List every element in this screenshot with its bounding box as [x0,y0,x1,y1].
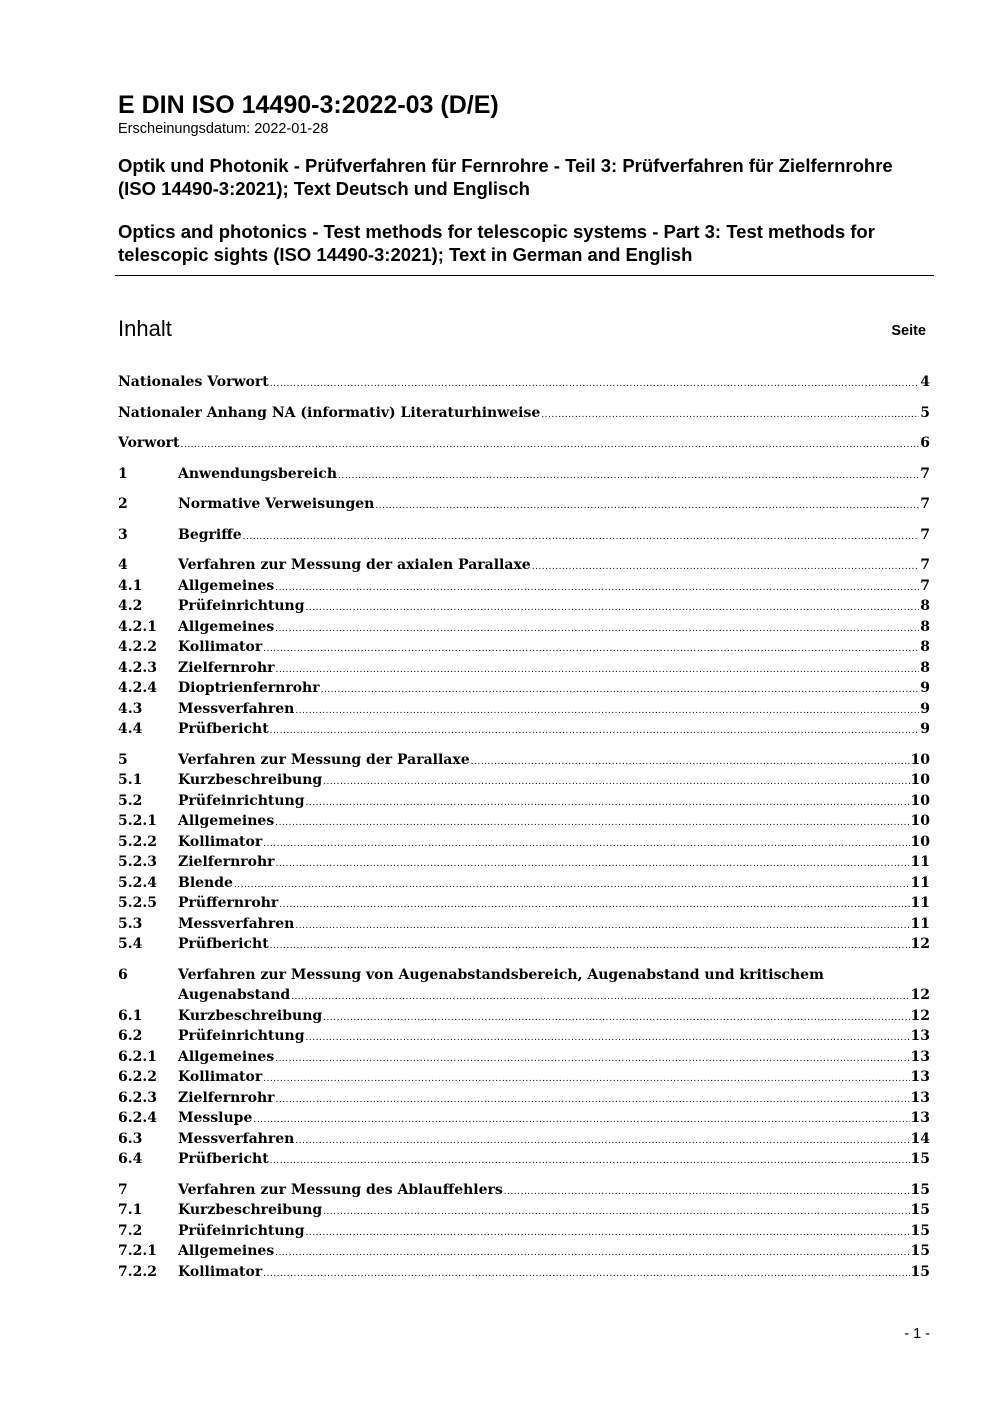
toc-entry[interactable] [118,1241,930,1262]
toc-entry-text: Messverfahren [178,1130,295,1147]
toc-leader [291,987,909,1008]
toc-entry[interactable] [118,811,930,832]
toc-entry-number: 6.3 [118,1130,143,1147]
toc-leader [306,1028,910,1049]
toc-entry-text: Prüfbericht [178,936,269,952]
toc-leader [234,875,910,896]
toc-entry-page: 7 [920,526,930,543]
toc-entry-page: 13 [910,1069,930,1085]
toc-entry[interactable] [118,791,930,812]
toc-entry-text: Messverfahren [178,700,295,717]
toc-entry-number: 4.2.4 [118,680,157,696]
toc-entry[interactable] [118,699,930,720]
toc-entry-text: Allgemeines [178,577,275,594]
toc-leader [275,578,919,599]
toc-leader [243,527,920,548]
toc-leader [263,834,909,855]
toc-entry-number: 7 [118,1181,128,1198]
toc-entry-number: 5.2.4 [118,874,157,891]
toc-entry-page: 7 [920,577,930,594]
toc-entry-page: 15 [910,1243,930,1259]
toc-entry-number: 4.2.2 [118,639,157,655]
toc-entry[interactable] [118,1149,930,1170]
toc-leader [295,916,909,937]
toc-leader [306,1223,910,1244]
toc-entry[interactable] [118,750,930,771]
toc-leader [338,466,919,487]
toc-entry-page: 10 [910,751,930,768]
toc-leader [270,936,910,957]
toc-entry-page: 4 [920,374,930,390]
toc-entry-text: Allgemeines [178,618,275,635]
toc-entry[interactable] [118,464,930,485]
toc-leader [275,619,919,640]
toc-entry-number: 5.1 [118,772,143,788]
toc-entry-number: 2 [118,496,128,512]
toc-leader [275,1049,909,1070]
toc-entry-number: 5.2.5 [118,895,157,911]
toc-entry-text: Prüfeinrichtung [178,1222,305,1239]
toc-entry-page: 13 [910,1089,930,1106]
toc-entry-number: 5.2 [118,792,143,809]
toc-leader [270,721,920,742]
toc-leader [275,1243,909,1264]
toc-entry-text: Kurzbeschreibung [178,772,323,788]
toc-entry-page: 7 [920,496,930,512]
toc-entry-text: Prüfbericht [178,1151,269,1167]
toc-entry-text: Prüfeinrichtung [178,792,305,809]
toc-leader [323,1202,909,1223]
toc-entry-page: 10 [910,833,930,850]
toc-entry-text: Allgemeines [178,1048,275,1065]
toc-entry-text: Kurzbeschreibung [178,1007,323,1024]
toc-entry-number: 4.2.1 [118,618,157,635]
toc-entry[interactable] [118,852,930,873]
toc-entry-text: Kollimator [178,1263,263,1280]
toc-entry-page: 8 [920,598,930,614]
toc-entry-number: 7.2 [118,1222,143,1239]
toc-entry[interactable] [118,433,930,454]
toc-entry-number: 7.2.1 [118,1243,157,1259]
toc-entry[interactable] [118,596,930,617]
toc-entry-text: Normative Verweisungen [178,496,375,512]
toc-entry-text: Messverfahren [178,915,295,932]
toc-entry[interactable] [118,1047,930,1068]
toc-entry[interactable] [118,873,930,894]
toc-entry-number: 4.1 [118,577,143,594]
toc-entry-page: 11 [910,854,930,870]
toc-entry-text: Nationales Vorwort [118,374,269,390]
toc-entry-page: 6 [920,435,930,451]
toc-entry[interactable] [118,576,930,597]
toc-entry-text: Anwendungsbereich [178,465,337,482]
toc-entry[interactable] [118,525,930,546]
toc-entry-page: 15 [910,1202,930,1218]
toc-entry-number: 3 [118,526,128,543]
toc-entry-number: 5.2.3 [118,854,157,870]
toc-page-label: Seite [891,323,926,339]
toc-leader [263,1069,909,1090]
toc-entry-number: 1 [118,465,128,482]
toc-leader [306,598,920,619]
toc-entry[interactable] [118,617,930,638]
toc-leader [295,701,919,722]
toc-entry[interactable] [118,1221,930,1242]
toc-entry-text: Verfahren zur Messung der axialen Parallaxe [178,557,531,573]
toc-entry[interactable] [118,934,930,955]
toc-entry[interactable] [118,403,930,424]
toc-entry-page: 8 [920,618,930,635]
toc-leader [532,557,920,578]
toc-entry[interactable] [118,1026,930,1047]
toc-entry-text: Allgemeines [178,813,275,829]
toc-leader [279,895,909,916]
toc-leader [276,1090,910,1111]
toc-entry-text: Prüfbericht [178,721,269,737]
toc-entry-page: 14 [910,1130,930,1147]
toc-entry[interactable] [118,832,930,853]
toc-entry-number: 6.2.2 [118,1069,157,1085]
toc-entry[interactable] [118,555,930,576]
toc-entry-page: 15 [910,1151,930,1167]
toc-entry[interactable] [118,372,930,393]
toc-leader [270,1151,910,1172]
toc-entry-text: Prüfeinrichtung [178,598,305,614]
toc-entry-text: Kollimator [178,639,263,655]
toc-entry-text: Verfahren zur Messung der Parallaxe [178,751,470,768]
toc-entry-page: 13 [910,1110,930,1126]
toc-entry[interactable] [118,1129,930,1150]
toc-title: Inhalt [118,316,172,341]
toc-entry-page: 15 [910,1181,930,1198]
toc-entry[interactable] [118,637,930,658]
toc-entry[interactable] [118,1108,930,1129]
toc-entry-text: Prüfeinrichtung [178,1028,305,1044]
toc-entry-page: 11 [910,874,930,891]
toc-entry[interactable] [118,1200,930,1221]
toc-leader [323,1008,909,1029]
toc-leader [276,854,910,875]
publication-date: Erscheinungsdatum: 2022-01-28 [118,121,329,137]
toc-entry-page: 15 [910,1222,930,1239]
toc-entry-page: 7 [920,465,930,482]
toc-leader [471,752,910,773]
toc-leader [275,813,909,834]
toc-entry-number: 6.2 [118,1028,143,1044]
toc-entry-page: 8 [920,659,930,676]
toc-leader [323,772,909,793]
toc-entry-page: 7 [920,557,930,573]
toc-entry-number: 6 [118,966,128,983]
toc-entry[interactable] [118,965,930,1006]
toc-entry-page: 15 [910,1263,930,1280]
toc-entry[interactable] [118,658,930,679]
toc-entry-text: Zielfernrohr [178,854,275,870]
toc-entry[interactable] [118,719,930,740]
page-number: - 1 - [904,1326,930,1342]
toc-entry-text: Messlupe [178,1110,253,1126]
toc-leader [181,435,920,456]
toc-entry-page: 10 [910,772,930,788]
toc-leader [253,1110,909,1131]
toc-entry-text: Verfahren zur Messung des Ablauffehlers [178,1181,503,1198]
title-german: Optik und Photonik - Prüfverfahren für Fernrohre - Teil 3: Prüfverfahren für Zielfernrohre (ISO 14490-3:2021); Text Deutsch und Englisch [118,155,893,199]
toc-entry-page: 12 [910,1007,930,1024]
toc-entry-number: 4.2.3 [118,659,157,676]
toc-leader [270,374,920,395]
toc-leader [295,1131,909,1152]
toc-leader [263,639,919,660]
toc-leader [321,680,920,701]
toc-entry-page: 12 [910,987,930,1003]
toc-entry-text: Allgemeines [178,1243,275,1259]
toc-entry-text: Vorwort [118,435,180,451]
toc-entry-page: 10 [910,813,930,829]
toc-entry-number: 6.2.1 [118,1048,157,1065]
toc-entry-text: Verfahren zur Messung von Augenabstandsbereich, Augenabstand und kritischem [178,966,824,983]
toc-entry[interactable] [118,914,930,935]
toc-entry[interactable] [118,494,930,515]
toc-heading [118,314,926,344]
toc-entry-number: 4.2 [118,598,143,614]
toc-entry-number: 6.1 [118,1007,143,1024]
toc-entry-text: Nationaler Anhang NA (informativ) Literaturhinweise [118,404,541,421]
toc-entry[interactable] [118,1088,930,1109]
toc-entry[interactable] [118,893,930,914]
toc-entry-text: Prüffernrohr [178,895,279,911]
toc-leader [276,660,920,681]
toc-entry-page: 9 [920,700,930,717]
toc-entry[interactable] [118,1262,930,1283]
toc-entry-number: 5 [118,751,128,768]
toc-entry-text: Kurzbeschreibung [178,1202,323,1218]
toc-leader [504,1182,910,1203]
toc-entry[interactable] [118,1180,930,1201]
toc-entry-page: 10 [910,792,930,809]
toc-entry-text: Begriffe [178,526,242,543]
toc-entry-number: 5.3 [118,915,143,932]
toc-entry-page: 9 [920,680,930,696]
toc-leader [375,496,919,517]
toc-entry-text-continued: Augenabstand [178,987,291,1003]
toc-entry[interactable] [118,770,930,791]
toc-entry-page: 11 [910,895,930,911]
toc-entry-number: 7.2.2 [118,1263,157,1280]
toc-entry-page: 11 [910,915,930,932]
document-header [118,90,934,266]
toc-entry-page: 12 [910,936,930,952]
toc-leader [541,405,919,426]
toc-entry-number: 7.1 [118,1202,143,1218]
toc-leader [306,793,910,814]
document-id: E DIN ISO 14490-3:2022-03 (D/E) [118,91,499,119]
table-of-contents [118,372,930,1282]
toc-entry-number: 6.4 [118,1151,143,1167]
toc-entry-text: Zielfernrohr [178,659,275,676]
toc-entry-number: 4.3 [118,700,143,717]
toc-entry-page: 5 [920,404,930,421]
toc-entry-text: Dioptrienfernrohr [178,680,320,696]
header-divider [115,275,934,276]
toc-entry-text: Kollimator [178,833,263,850]
toc-entry-page: 13 [910,1028,930,1044]
toc-entry-page: 8 [920,639,930,655]
toc-entry-page: 9 [920,721,930,737]
toc-entry-text: Blende [178,874,233,891]
toc-entry-number: 5.2.2 [118,833,157,850]
toc-entry-number: 5.4 [118,936,143,952]
toc-entry-number: 5.2.1 [118,813,157,829]
toc-entry[interactable] [118,1067,930,1088]
toc-entry-number: 6.2.3 [118,1089,157,1106]
title-english: Optics and photonics - Test methods for telescopic systems - Part 3: Test methods for telescopic sights (ISO 14490-3:2021); Text in German and English [118,221,875,265]
toc-entry[interactable] [118,1006,930,1027]
toc-entry-number: 4 [118,557,128,573]
toc-entry[interactable] [118,678,930,699]
toc-entry-number: 6.2.4 [118,1110,157,1126]
toc-entry-number: 4.4 [118,721,143,737]
toc-entry-text: Kollimator [178,1069,263,1085]
toc-entry-page: 13 [910,1048,930,1065]
toc-leader [263,1264,909,1285]
toc-entry-text: Zielfernrohr [178,1089,275,1106]
